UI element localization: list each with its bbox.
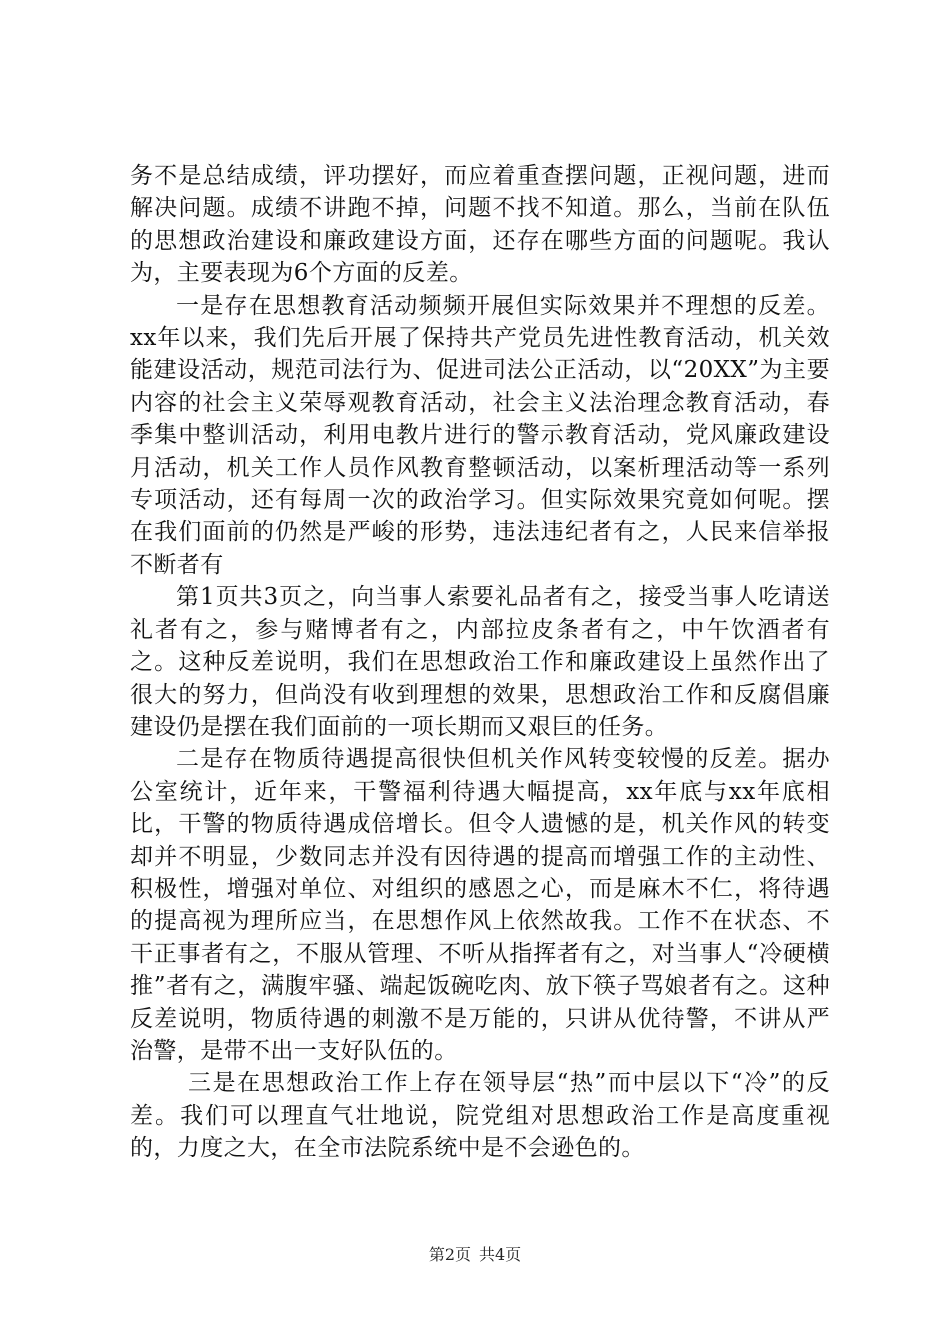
page-footer bbox=[0, 1242, 950, 1265]
document-body bbox=[130, 160, 830, 1165]
paragraph-point-one-continued: 第1页共3页之，向当事人索要礼品者有之，接受当事人吃请送礼者有之，参与赌博者有之，内部拉皮条者有之，中午饮酒者有之。这种反差说明，我们在思想政治工作和廉政建设上虽然作出了很大的努力，但尚没有收到理想的效果，思想政治工作和反腐倡廉建设仍是摆在我们面前的一项长期而又艰巨的任务。 bbox=[130, 584, 830, 740]
total-pages: 共4页 bbox=[479, 1245, 522, 1264]
paragraph-point-one: 一是存在思想教育活动频频开展但实际效果并不理想的反差。xx年以来，我们先后开展了保持共产党员先进性教育活动，机关效能建设活动，规范司法行为、促进司法公正活动，以“20XX”为主要内容的社会主义荣辱观教育活动，社会主义法治理念教育活动，春季集中整训活动，利用电教片进行的警示教育活动，党风廉政建设月活动，机关工作人员作风教育整顿活动，以案析理活动等一系列专项活动，还有每周一次的政治学习。但实际效果究竟如何呢。摆在我们面前的仍然是严峻的形势，违法违纪者有之，人民来信举报不断者有 bbox=[130, 292, 830, 578]
paragraph-point-three: 三是在思想政治工作上存在领导层“热”而中层以下“冷”的反差。我们可以理直气壮地说，院党组对思想政治工作是高度重视的，力度之大，在全市法院系统中是不会逊色的。 bbox=[130, 1070, 830, 1162]
page-number: 第2页 bbox=[428, 1245, 471, 1264]
paragraph-continuation: 务不是总结成绩，评功摆好，而应着重查摆问题，正视问题，进而解决问题。成绩不讲跑不掉，问题不找不知道。那么，当前在队伍的思想政治建设和廉政建设方面，还存在哪些方面的问题呢。我认为，主要表现为6个方面的反差。 bbox=[130, 163, 830, 287]
paragraph-point-two: 二是存在物质待遇提高很快但机关作风转变较慢的反差。据办公室统计，近年来，干警福利待遇大幅提高，xx年底与xx年底相比，干警的物质待遇成倍增长。但令人遗憾的是，机关作风的转变却并不明显，少数同志并没有因待遇的提高而增强工作的主动性、积极性，增强对单位、对组织的感恩之心，而是麻木不仁，将待遇的提高视为理所应当，在思想作风上依然故我。工作不在状态、不干正事者有之，不服从管理、不听从指挥者有之，对当事人“冷硬横推”者有之，满腹牢骚、端起饭碗吃肉、放下筷子骂娘者有之。这种反差说明，物质待遇的刺激不是万能的，只讲从优待警，不讲从严治警，是带不出一支好队伍的。 bbox=[130, 746, 830, 1064]
